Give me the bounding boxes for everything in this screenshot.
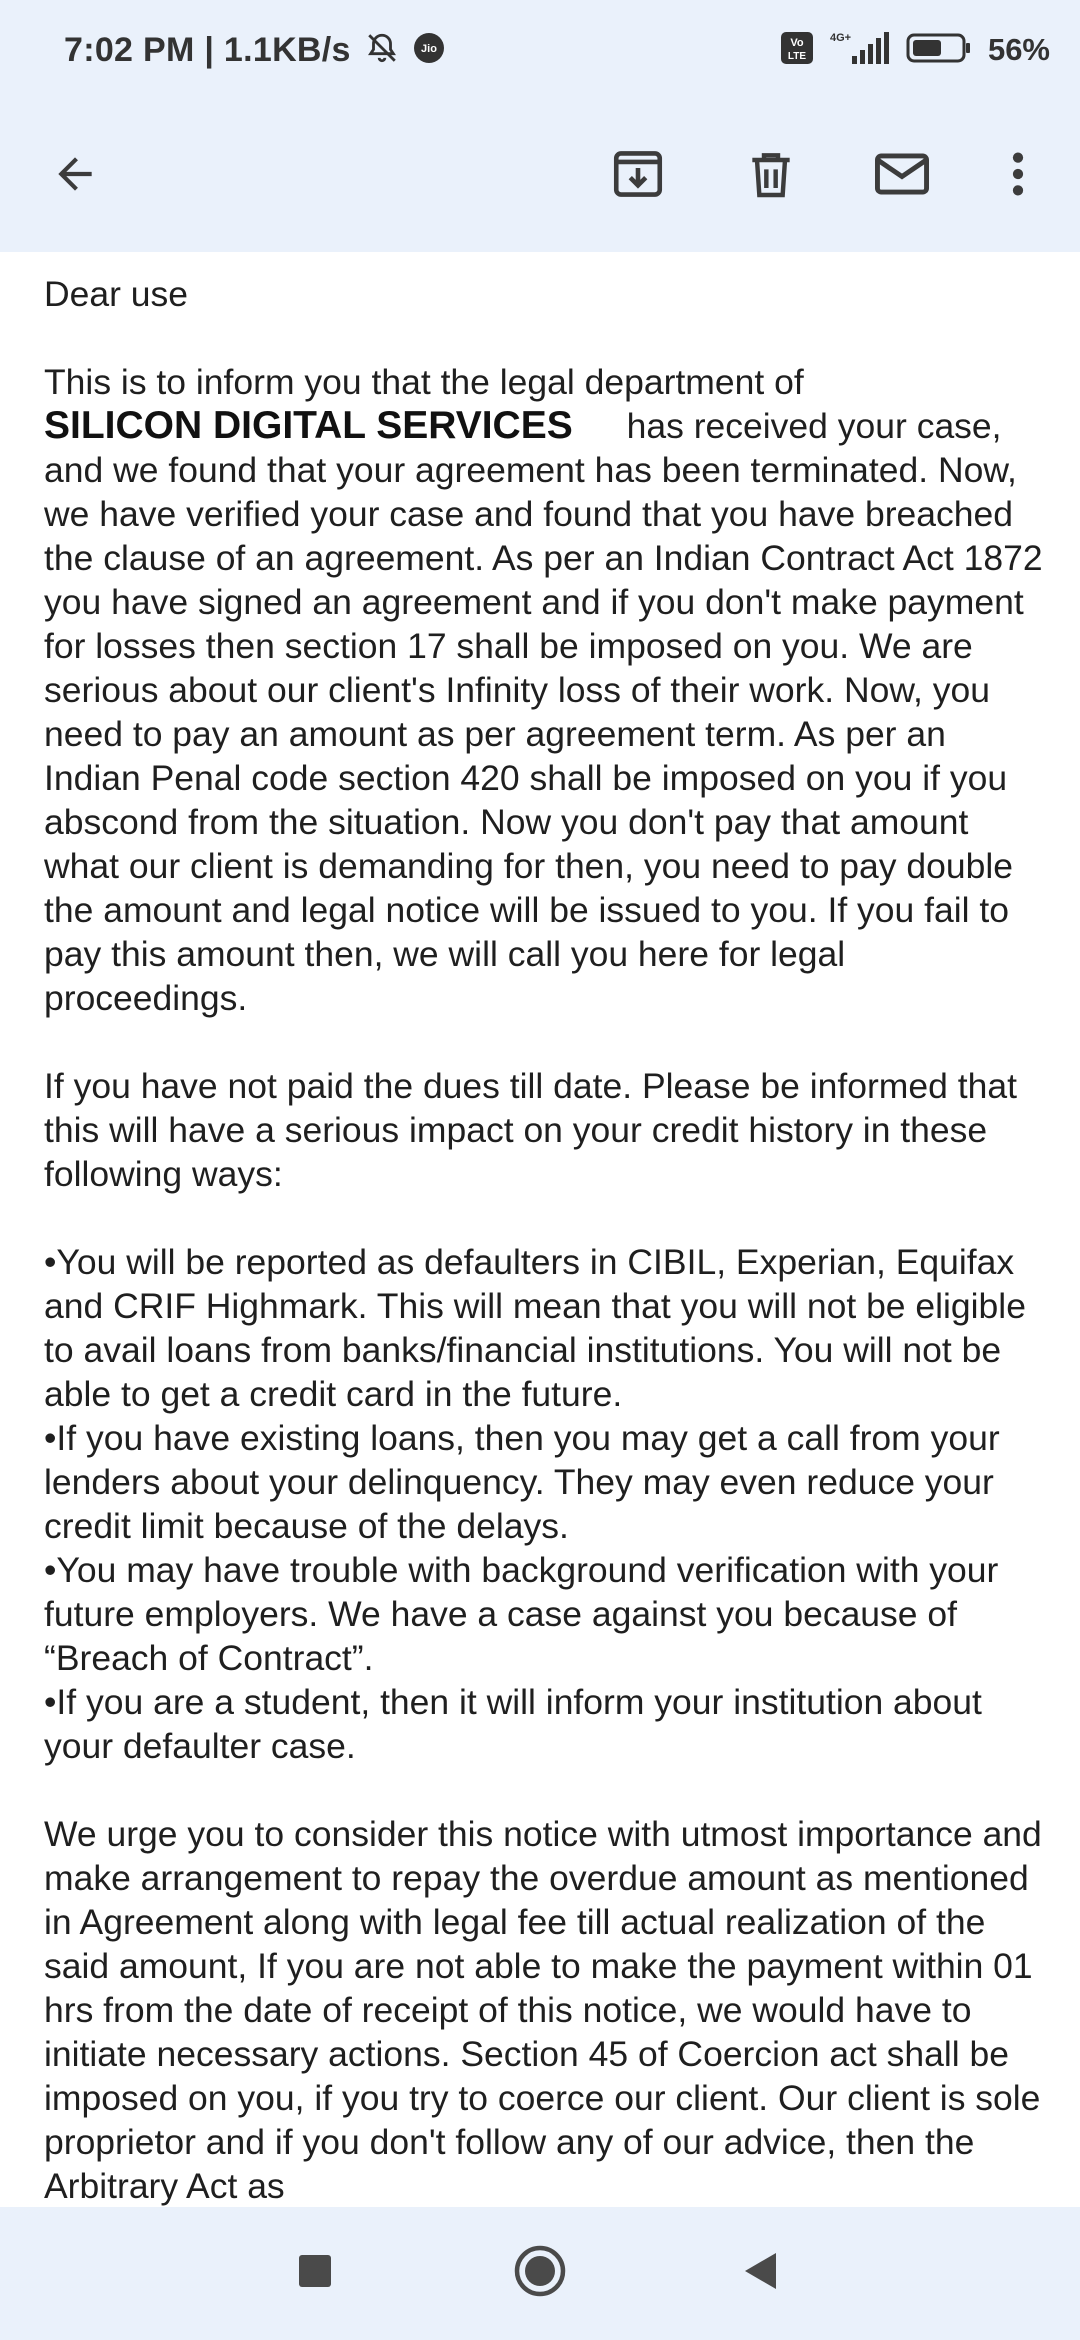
jio-icon <box>413 32 445 69</box>
delete-button[interactable] <box>731 136 811 216</box>
home-circle-icon <box>513 2244 567 2303</box>
bullet-item: •If you are a student, then it will inform your institution about your defaulter case. <box>44 1682 982 1766</box>
company-name: SILICON DIGITAL SERVICES <box>44 404 573 447</box>
arrow-back-icon <box>50 149 100 204</box>
archive-button[interactable] <box>598 136 678 216</box>
email-toolbar <box>0 100 1080 252</box>
archive-icon <box>609 145 667 208</box>
svg-text:Jio: Jio <box>420 42 437 55</box>
muted-bell-icon <box>365 31 399 70</box>
bullet-item: •If you have existing loans, then you may get a call from your lenders about your delinquency. They may even reduce your credit limit because of the delays. <box>44 1418 1000 1546</box>
svg-text:4G+: 4G+ <box>829 31 852 44</box>
more-vertical-icon <box>998 146 1038 207</box>
email-paragraph-urge: We urge you to consider this notice with utmost importance and make arrangement to repay the overdue amount as mentioned in Agreement along with legal fee till actual realization of the said amount, If you are not able to make the payment within 01 hrs from the date of receipt of this notice, we would have to initiate necessary actions. Section 45 of Coercion act shall be imposed on you, if you try to coerce our client. Our client is sole proprietor and if you don't follow any of our advice, then the Arbitrary Act as <box>44 1814 1042 2206</box>
intro-body: has received your case, and we found that your agreement has been terminated. Now, we have verified your case and found that you have breached the clause of an agreement. As per an Indian Contract Act 1872 you have signed an agreement and if you don't make payment for losses then section 17 shall be imposed on you. We are serious about our client's Infinity loss of their work. Now, you need to pay an amount as per agreement term. As per an Indian Penal code section 420 shall be imposed on you if you abscond from the situation. Now you don't pay that amount what our client is demanding for then, you need to pay double the amount and legal notice will be issued to you. If you fail to pay this amount then, we will call you here for legal proceedings. <box>44 406 1043 1018</box>
battery-icon <box>906 31 972 70</box>
recents-square-icon <box>298 2254 332 2293</box>
bullet-item: •You will be reported as defaulters in CIBIL, Experian, Equifax and CRIF Highmark. This will mean that you will not be eligible to avail loans from banks/financial institutions. You will not be able to get a credit card in the future. <box>44 1242 1026 1414</box>
email-paragraph-intro <box>44 360 1052 1020</box>
paragraph-gap <box>44 1196 1052 1240</box>
email-paragraph-impact: If you have not paid the dues till date. Please be informed that this will have a serious impact on your credit history in these following ways: <box>44 1066 1017 1194</box>
back-button[interactable] <box>35 136 115 216</box>
delete-icon <box>743 146 799 207</box>
more-options-button[interactable] <box>978 136 1058 216</box>
status-right <box>780 30 1050 71</box>
back-triangle-icon <box>742 2251 778 2296</box>
system-back-button[interactable] <box>720 2234 800 2314</box>
mail-icon <box>871 143 933 210</box>
paragraph-gap <box>44 1020 1052 1064</box>
recents-button[interactable] <box>275 2234 355 2314</box>
signal-4g-icon <box>830 30 890 71</box>
battery-percent: 56% <box>987 32 1050 67</box>
svg-text:LTE: LTE <box>787 50 807 62</box>
paragraph-gap <box>44 316 1052 360</box>
intro-text: This is to inform you that the legal department of <box>44 362 804 402</box>
volte-icon <box>780 31 814 70</box>
status-time: 7:02 PM | 1.1KB/s <box>64 30 351 69</box>
home-button[interactable] <box>500 2234 580 2314</box>
svg-text:Vo: Vo <box>790 36 804 49</box>
paragraph-gap <box>44 1768 1052 1812</box>
status-bar <box>0 0 1080 100</box>
status-left <box>64 31 445 70</box>
system-nav-bar <box>0 2207 1080 2340</box>
mark-unread-button[interactable] <box>862 136 942 216</box>
bullet-item: •You may have trouble with background verification with your future employers. We have a case against you because of “Breach of Contract”. <box>44 1550 999 1678</box>
email-greeting: Dear use <box>44 274 189 314</box>
email-body <box>0 252 1080 2207</box>
